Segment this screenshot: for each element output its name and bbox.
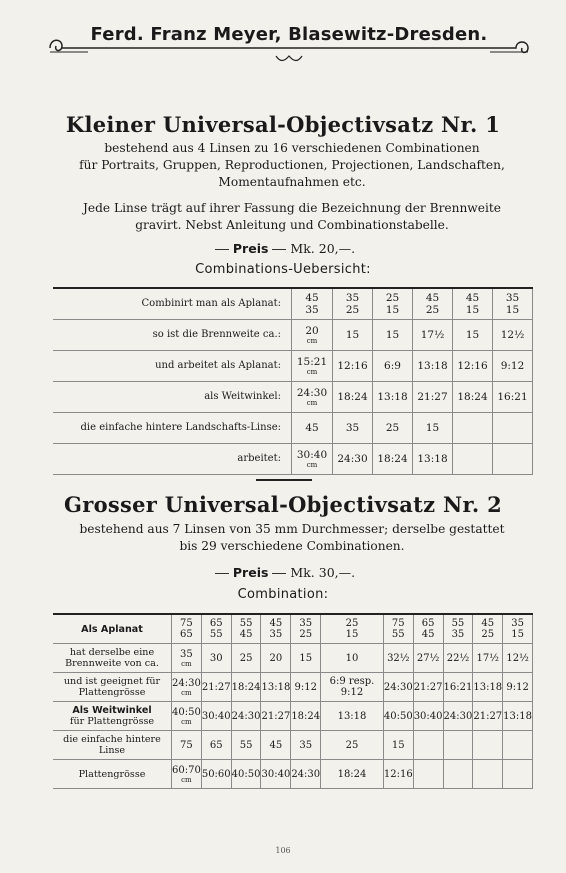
cell-top: 45 [305,292,319,304]
first-cell [292,320,333,351]
table-row [53,382,533,413]
table-cell [453,288,493,320]
table-row [53,673,533,702]
first-cell [172,731,202,760]
price-label: Preis [232,565,269,580]
header-cell [413,614,443,644]
cell-bottom: cm [306,399,318,407]
cell-top: 75 [180,618,193,629]
table-cell: 30 [201,644,231,673]
row-label: Combinirt man als Aplanat: [53,288,292,320]
table-cell: 24:30 [443,702,473,731]
cell-top: 45 [269,618,283,629]
cell-bottom: 25 [345,304,360,316]
table-cell: 24:30 [231,702,261,731]
table-cell: 9:12 [291,673,321,702]
cell-top: 40:50 [172,706,201,718]
table-cell: 9:12 [503,673,533,702]
table-cell: 13:18 [473,673,503,702]
table-cell [413,760,443,789]
table-cell: 45 [261,731,291,760]
table-cell: 21:27 [261,702,291,731]
row-label: arbeitet: [53,444,292,475]
combination-table-2 [53,613,533,789]
first-cell [172,673,202,702]
table-cell [443,760,473,789]
cell-top: 55 [239,618,253,629]
first-cell [292,413,333,444]
note-line: Jede Linse trägt auf ihrer Fassung die Bezeichnung der Brennweite [83,201,501,215]
label-line: die einfache hintere [63,734,161,745]
first-cell [292,382,333,413]
table-row [53,702,533,731]
table-cell: 15 [413,413,453,444]
table-cell: 16:21 [443,673,473,702]
cell-bottom: 35 [451,629,465,640]
table-cell [493,288,533,320]
cell-bottom: cm [181,688,192,697]
row-label [53,673,172,702]
table-cell [473,731,503,760]
cell-top: 35 [180,648,193,660]
table-cell: 12½ [503,644,533,673]
table-row [53,760,533,789]
price-value: Mk. 30,—. [290,565,356,580]
cell-bottom: 25 [481,629,495,640]
cell-top: 30:40 [296,449,328,461]
header-cell [443,614,473,644]
table-cell [413,288,453,320]
table-cell [493,413,533,444]
table-cell: 12:16 [333,351,373,382]
table-row [53,320,533,351]
label-line: Plattengrösse [78,687,146,698]
table-cell: 15 [291,644,321,673]
cell-top: 65 [421,618,435,629]
table-cell: 25 [231,644,261,673]
section1-title: Kleiner Universal-Objectivsatz Nr. 1 [65,112,501,137]
table-cell: 15 [373,320,413,351]
table-cell: 18:24 [321,760,384,789]
table-cell: 35 [291,731,321,760]
table-cell: 13:18 [413,444,453,475]
section1-description [52,140,532,191]
table-row [53,413,533,444]
cell-top: 65 [209,618,223,629]
header-cell [291,614,321,644]
desc-line: bestehend aus 4 Linsen zu 16 verschiedenen Combinationen [104,141,480,155]
cell-bottom: 15 [511,629,524,640]
table-cell: 10 [321,644,384,673]
cell-top: 45 [481,618,495,629]
section1-caption: Combinations-Uebersicht: [195,262,371,277]
cell-top: 35 [505,292,520,304]
table-cell: 21:27 [413,382,453,413]
table-cell: 18:24 [333,382,373,413]
cell-bottom: 65 [180,629,193,640]
row-label [53,760,172,789]
cell-top: 45 [425,292,440,304]
table-cell: 18:24 [373,444,413,475]
table-cell: 21:27 [413,673,443,702]
cell-bottom: cm [306,337,318,345]
table-cell: 50:60 [201,760,231,789]
table-cell: 40:50 [231,760,261,789]
label-line: Plattengrösse [78,768,146,780]
section2-caption: Combination: [237,587,329,602]
table-cell: 13:18 [373,382,413,413]
label-line: Brennweite von ca. [65,658,159,669]
cell-bottom: 15 [505,304,520,316]
header-cell [261,614,291,644]
table-cell [413,731,443,760]
table-row [53,351,533,382]
desc-line: Momentaufnahmen etc. [218,175,366,189]
note-line: gravirt. Nebst Anleitung und Combinationstabelle. [135,218,449,232]
table-cell [443,731,473,760]
table-cell: 24:30 [291,760,321,789]
table-cell [503,731,533,760]
first-cell [292,351,333,382]
cell-bottom: 15 [465,304,480,316]
cell-top: 60:70 [172,764,201,776]
table-cell: 12½ [493,320,533,351]
cell-bottom: cm [181,775,192,784]
table-cell: 13:18 [503,702,533,731]
table-cell: 30:40 [413,702,443,731]
header-cell [383,614,413,644]
table-cell: 20 [261,644,291,673]
cell-top: 25 [385,292,400,304]
cell-top: 55 [451,618,465,629]
header-cell [201,614,231,644]
section-divider [256,479,312,481]
cell-bottom: cm [306,461,318,469]
table-row [53,731,533,760]
cell-bottom: 35 [305,304,319,316]
cell-bottom: cm [181,717,192,726]
table-cell: 35 [333,413,373,444]
table-row [53,644,533,673]
row-label: als Weitwinkel: [53,382,292,413]
first-cell [292,444,333,475]
table-cell: 17½ [473,644,503,673]
cell-top: 24:30 [296,387,328,399]
cell-top: 24:30 [172,677,201,689]
label-line: Linse [98,745,126,756]
table-cell [503,760,533,789]
table-row [53,444,533,475]
cell-bottom: 15 [385,304,400,316]
cell-bottom: 55 [391,629,405,640]
table-cell: 13:18 [261,673,291,702]
combination-table-1 [53,287,533,475]
cell-top: 20 [305,325,319,337]
table-cell: 15 [453,320,493,351]
table-cell [493,444,533,475]
desc-line: bestehend aus 7 Linsen von 35 mm Durchmesser; derselbe gestattet [79,522,505,536]
cell-top: 45 [465,292,480,304]
cell-bottom: 45 [239,629,253,640]
table-cell: 18:24 [453,382,493,413]
table-cell: 25 [373,413,413,444]
table-cell: 30:40 [201,702,231,731]
cell-top: 75 [180,739,193,751]
row-label: und arbeitet als Aplanat: [53,351,292,382]
section2-price [0,565,566,580]
table-cell [453,444,493,475]
table-cell: 18:24 [291,702,321,731]
row-label [53,644,172,673]
label-line: hat derselbe eine [69,647,155,658]
cell-bottom: 55 [209,629,223,640]
price-label: Preis [232,241,269,256]
label-line: und ist geeignet für [63,676,161,687]
section2-description [52,521,532,555]
page-number: 106 [275,846,291,855]
cell-top: 35 [345,292,360,304]
table-cell: 6:9 resp. 9:12 [321,673,384,702]
header-cell [473,614,503,644]
header-title: Ferd. Franz Meyer, Blasewitz-Dresden. [90,24,488,45]
table-cell [473,760,503,789]
table-cell: 16:21 [493,382,533,413]
table-row [53,288,533,320]
first-cell [172,760,202,789]
desc-line: für Portraits, Gruppen, Reproductionen, Projectionen, Landschaften, [79,158,505,172]
section1-note [52,200,532,234]
table-cell: 12:16 [383,760,413,789]
table-cell: 21:27 [201,673,231,702]
table-cell: 17½ [413,320,453,351]
header-cell [503,614,533,644]
row-label: die einfache hintere Landschafts-Linse: [53,413,292,444]
table-cell: 6:9 [373,351,413,382]
cell-bottom: 25 [425,304,440,316]
row-label [53,731,172,760]
price-value: Mk. 20,—. [290,241,356,256]
first-cell [172,644,202,673]
section2-title: Grosser Universal-Objectivsatz Nr. 2 [63,492,503,517]
table-cell: 24:30 [383,673,413,702]
table-cell [373,288,413,320]
cell-bottom: 45 [421,629,435,640]
cell-bottom: cm [181,659,192,668]
row-label [53,702,172,731]
cell-top: 35 [511,618,524,629]
table-cell: 24:30 [333,444,373,475]
table-cell: 18:24 [231,673,261,702]
header-cell [172,614,202,644]
cell-bottom: 15 [345,629,359,640]
table-cell: 30:40 [261,760,291,789]
cell-bottom: cm [306,368,318,376]
table-cell: 25 [321,731,384,760]
table-cell: 22½ [443,644,473,673]
table-cell: 55 [231,731,261,760]
table-cell [453,413,493,444]
cell-top: 75 [391,618,405,629]
cell-top: 25 [345,618,359,629]
page-header [48,18,530,58]
cell-top: 35 [299,618,313,629]
header-cell [321,614,384,644]
header-cell [231,614,261,644]
table-cell: 21:27 [473,702,503,731]
table-cell: 27½ [413,644,443,673]
cell-bottom: 25 [299,629,313,640]
table-cell: 9:12 [493,351,533,382]
table-cell: 15 [383,731,413,760]
first-cell [292,288,333,320]
table-cell: 12:16 [453,351,493,382]
row-label: so ist die Brennweite ca.: [53,320,292,351]
table-cell: 13:18 [413,351,453,382]
table-cell: 65 [201,731,231,760]
section1-price [0,241,566,256]
desc-line: bis 29 verschiedene Combinationen. [179,539,405,553]
cell-bottom: 35 [269,629,283,640]
cell-top: 45 [305,422,319,434]
header-label: Als Aplanat [53,614,172,644]
table-cell: 13:18 [321,702,384,731]
table-header-row [53,614,533,644]
table-cell: 15 [333,320,373,351]
label-line: für Plattengrösse [69,716,155,727]
label-line: Als Weitwinkel [72,705,152,716]
table-cell: 32½ [383,644,413,673]
table-cell [333,288,373,320]
first-cell [172,702,202,731]
cell-top: 15:21 [296,356,328,368]
table-cell: 40:50 [383,702,413,731]
